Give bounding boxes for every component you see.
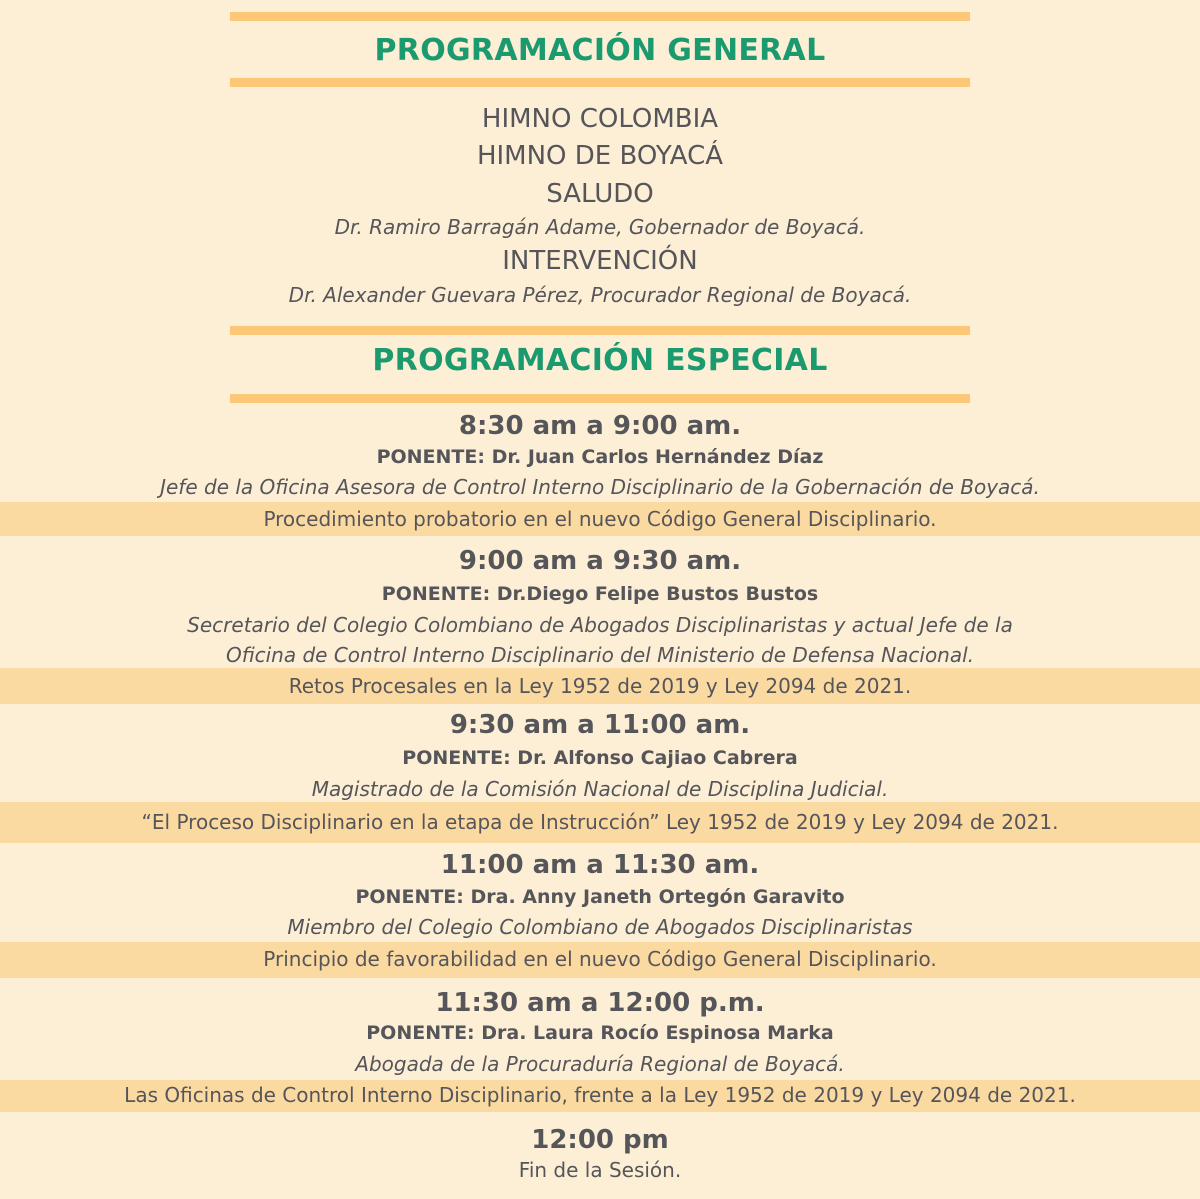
divider-special-bottom (230, 394, 970, 403)
divider-general-bottom (230, 78, 970, 87)
divider-special-top (230, 326, 970, 335)
session-topic: Retos Procesales en la Ley 1952 de 2019 y Ley 2094 de 2021. (288, 674, 912, 698)
general-item-saludo: SALUDO (546, 179, 654, 209)
session-speaker: PONENTE: Dr. Alfonso Cajiao Cabrera (402, 747, 798, 769)
session-role: Jefe de la Oficina Asesora de Control Interno Disciplinario de la Gobernación de Boyacá. (160, 475, 1040, 499)
session-role: Secretario del Colegio Colombiano de Abogados Disciplinaristas y actual Jefe de la (187, 613, 1013, 637)
session-topic: Principio de favorabilidad en el nuevo Código General Disciplinario. (263, 947, 937, 971)
session-time: 9:30 am a 11:00 am. (449, 710, 751, 740)
session-speaker: PONENTE: Dra. Anny Janeth Ortegón Garavito (355, 886, 845, 908)
session-time: 9:00 am a 9:30 am. (458, 546, 742, 576)
special-heading: PROGRAMACIÓN ESPECIAL (372, 343, 828, 378)
session-topic: Las Oficinas de Control Interno Disciplinario, frente a la Ley 1952 de 2019 y Ley 2094 de 2021. (124, 1083, 1076, 1107)
general-item-intervencion-person: Dr. Alexander Guevara Pérez, Procurador Regional de Boyacá. (288, 283, 912, 307)
session-role: Magistrado de la Comisión Nacional de Disciplina Judicial. (311, 777, 889, 801)
session-speaker: PONENTE: Dra. Laura Rocío Espinosa Marka (366, 1022, 834, 1044)
general-heading: PROGRAMACIÓN GENERAL (374, 33, 826, 68)
session-speaker: PONENTE: Dr. Juan Carlos Hernández Díaz (376, 446, 824, 468)
general-item-intervencion: INTERVENCIÓN (502, 246, 698, 276)
closing-time: 12:00 pm (531, 1125, 669, 1155)
session-topic: “El Proceso Disciplinario en la etapa de Instrucción” Ley 1952 de 2019 y Ley 2094 de 2021. (141, 810, 1059, 834)
general-item-himno-boyaca: HIMNO DE BOYACÁ (476, 141, 724, 171)
session-time: 11:30 am a 12:00 p.m. (435, 988, 765, 1018)
session-role: Abogada de la Procuraduría Regional de Boyacá. (355, 1052, 845, 1076)
session-role: Miembro del Colegio Colombiano de Abogados Disciplinaristas (287, 915, 913, 939)
session-topic: Procedimiento probatorio en el nuevo Código General Disciplinario. (263, 507, 937, 531)
session-time: 11:00 am a 11:30 am. (440, 850, 760, 880)
general-item-saludo-person: Dr. Ramiro Barragán Adame, Gobernador de Boyacá. (334, 215, 866, 239)
session-time: 8:30 am a 9:00 am. (458, 411, 742, 441)
divider-top (230, 12, 970, 21)
session-role: Oficina de Control Interno Disciplinario del Ministerio de Defensa Nacional. (225, 643, 975, 667)
closing-text: Fin de la Sesión. (518, 1158, 682, 1182)
general-item-himno-colombia: HIMNO COLOMBIA (481, 104, 719, 134)
session-speaker: PONENTE: Dr.Diego Felipe Bustos Bustos (381, 583, 819, 605)
